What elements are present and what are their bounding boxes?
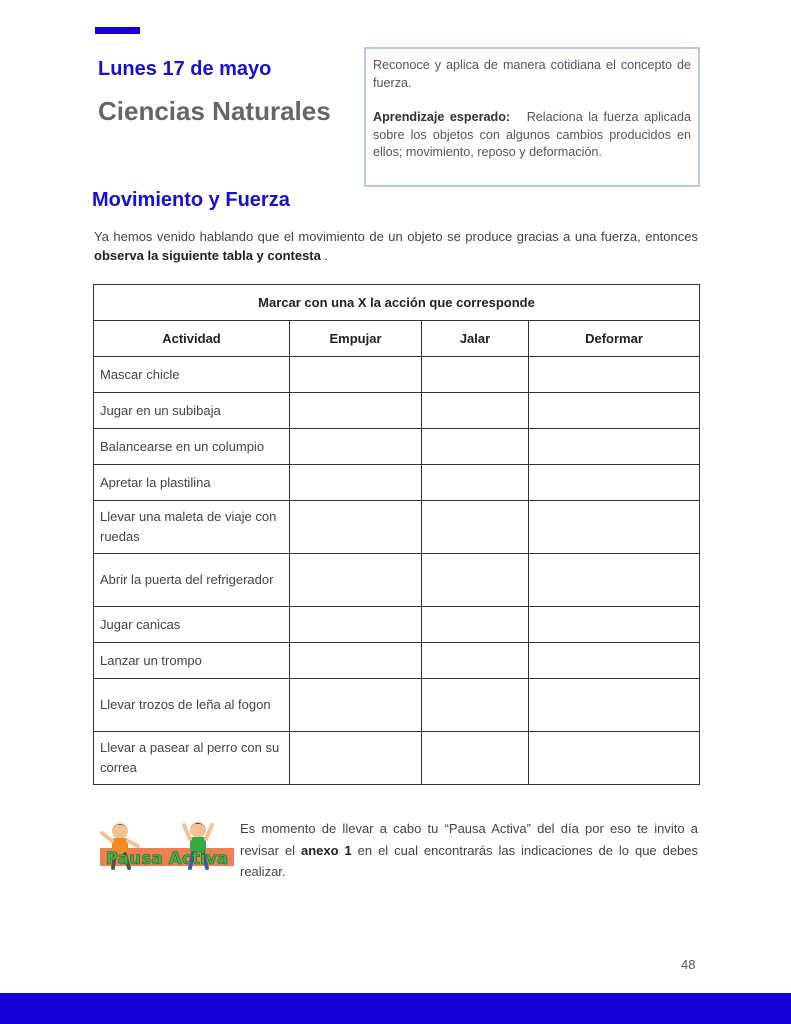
answer-cell-jalar[interactable] bbox=[422, 357, 529, 393]
table-row bbox=[94, 679, 700, 732]
expected-learning-label: Aprendizaje esperado: bbox=[373, 110, 511, 124]
activity-cell: Jugar en un subibaja bbox=[94, 393, 290, 429]
answer-cell-deformar[interactable] bbox=[529, 393, 700, 429]
activity-cell: Apretar la plastilina bbox=[94, 465, 290, 501]
bottom-accent-bar bbox=[0, 993, 791, 1024]
learning-objective-box bbox=[364, 47, 700, 187]
activity-table bbox=[93, 284, 700, 785]
activity-cell: Llevar trozos de leña al fogon bbox=[94, 679, 290, 732]
answer-cell-jalar[interactable] bbox=[422, 465, 529, 501]
activity-cell: Balancearse en un columpio bbox=[94, 429, 290, 465]
column-header-actividad: Actividad bbox=[94, 321, 290, 357]
table-row bbox=[94, 429, 700, 465]
activity-cell: Abrir la puerta del refrigerador bbox=[94, 554, 290, 607]
table-body bbox=[94, 357, 700, 785]
table-caption: Marcar con una X la acción que corresponde bbox=[94, 285, 700, 321]
answer-cell-jalar[interactable] bbox=[422, 429, 529, 465]
answer-cell-deformar[interactable] bbox=[529, 429, 700, 465]
pausa-text-start: Es momento de llevar a cabo tu “Pausa Activa” del día por eso te invito a revisar el bbox=[240, 821, 698, 858]
answer-cell-deformar[interactable] bbox=[529, 732, 700, 785]
answer-cell-deformar[interactable] bbox=[529, 357, 700, 393]
activity-cell: Jugar canicas bbox=[94, 607, 290, 643]
subject-title: Ciencias Naturales bbox=[98, 96, 331, 126]
column-header-deformar: Deformar bbox=[529, 321, 700, 357]
table-row bbox=[94, 501, 700, 554]
answer-cell-deformar[interactable] bbox=[529, 607, 700, 643]
table-header-row bbox=[94, 321, 700, 357]
pausa-activa-text bbox=[240, 818, 698, 883]
answer-cell-deformar[interactable] bbox=[529, 643, 700, 679]
answer-cell-empujar[interactable] bbox=[290, 393, 422, 429]
table-row bbox=[94, 393, 700, 429]
table-row bbox=[94, 732, 700, 785]
section-title: Movimiento y Fuerza bbox=[92, 189, 290, 211]
expected-learning-text: Relaciona la fuerza aplicada sobre los objetos con algunos cambios producidos en ellos; movimiento, reposo y deformación. bbox=[373, 110, 691, 159]
pausa-text-end: en el cual encontrarás las indicaciones de lo que debes realizar. bbox=[240, 842, 699, 879]
expected-learning bbox=[373, 109, 691, 162]
objective-text: Reconoce y aplica de manera cotidiana el concepto de fuerza. bbox=[373, 58, 691, 90]
answer-cell-empujar[interactable] bbox=[290, 554, 422, 607]
answer-cell-deformar[interactable] bbox=[529, 554, 700, 607]
column-header-empujar: Empujar bbox=[290, 321, 422, 357]
answer-cell-jalar[interactable] bbox=[422, 501, 529, 554]
answer-cell-empujar[interactable] bbox=[290, 607, 422, 643]
answer-cell-deformar[interactable] bbox=[529, 501, 700, 554]
answer-cell-jalar[interactable] bbox=[422, 393, 529, 429]
annex-reference: anexo 1 bbox=[301, 842, 352, 858]
column-header-jalar: Jalar bbox=[422, 321, 529, 357]
answer-cell-deformar[interactable] bbox=[529, 679, 700, 732]
page-number: 48 bbox=[681, 957, 696, 972]
answer-cell-empujar[interactable] bbox=[290, 357, 422, 393]
answer-cell-empujar[interactable] bbox=[290, 732, 422, 785]
activity-cell: Llevar a pasear al perro con su correa bbox=[94, 732, 290, 785]
answer-cell-empujar[interactable] bbox=[290, 501, 422, 554]
answer-cell-empujar[interactable] bbox=[290, 429, 422, 465]
answer-cell-empujar[interactable] bbox=[290, 643, 422, 679]
intro-end: . bbox=[320, 248, 329, 263]
intro-instruction: observa la siguiente tabla y contesta bbox=[94, 248, 321, 263]
answer-cell-jalar[interactable] bbox=[422, 679, 529, 732]
activity-cell: Lanzar un trompo bbox=[94, 643, 290, 679]
table-row bbox=[94, 357, 700, 393]
table-row bbox=[94, 465, 700, 501]
answer-cell-empujar[interactable] bbox=[290, 679, 422, 732]
table-row bbox=[94, 554, 700, 607]
intro-text: Ya hemos venido hablando que el movimiento de un objeto se produce gracias a una fuerza, entonces bbox=[94, 229, 698, 244]
answer-cell-jalar[interactable] bbox=[422, 643, 529, 679]
activity-cell: Llevar una maleta de viaje con ruedas bbox=[94, 501, 290, 554]
pausa-activa-logo bbox=[100, 815, 236, 875]
intro-paragraph bbox=[94, 227, 698, 265]
answer-cell-jalar[interactable] bbox=[422, 554, 529, 607]
table-row bbox=[94, 607, 700, 643]
answer-cell-deformar[interactable] bbox=[529, 465, 700, 501]
pausa-logo-text: Pausa Activa bbox=[105, 849, 229, 869]
lesson-date: Lunes 17 de mayo bbox=[98, 58, 272, 80]
answer-cell-jalar[interactable] bbox=[422, 732, 529, 785]
answer-cell-jalar[interactable] bbox=[422, 607, 529, 643]
answer-cell-empujar[interactable] bbox=[290, 465, 422, 501]
activity-cell: Mascar chicle bbox=[94, 357, 290, 393]
top-accent-bar bbox=[95, 27, 140, 34]
table-row bbox=[94, 643, 700, 679]
